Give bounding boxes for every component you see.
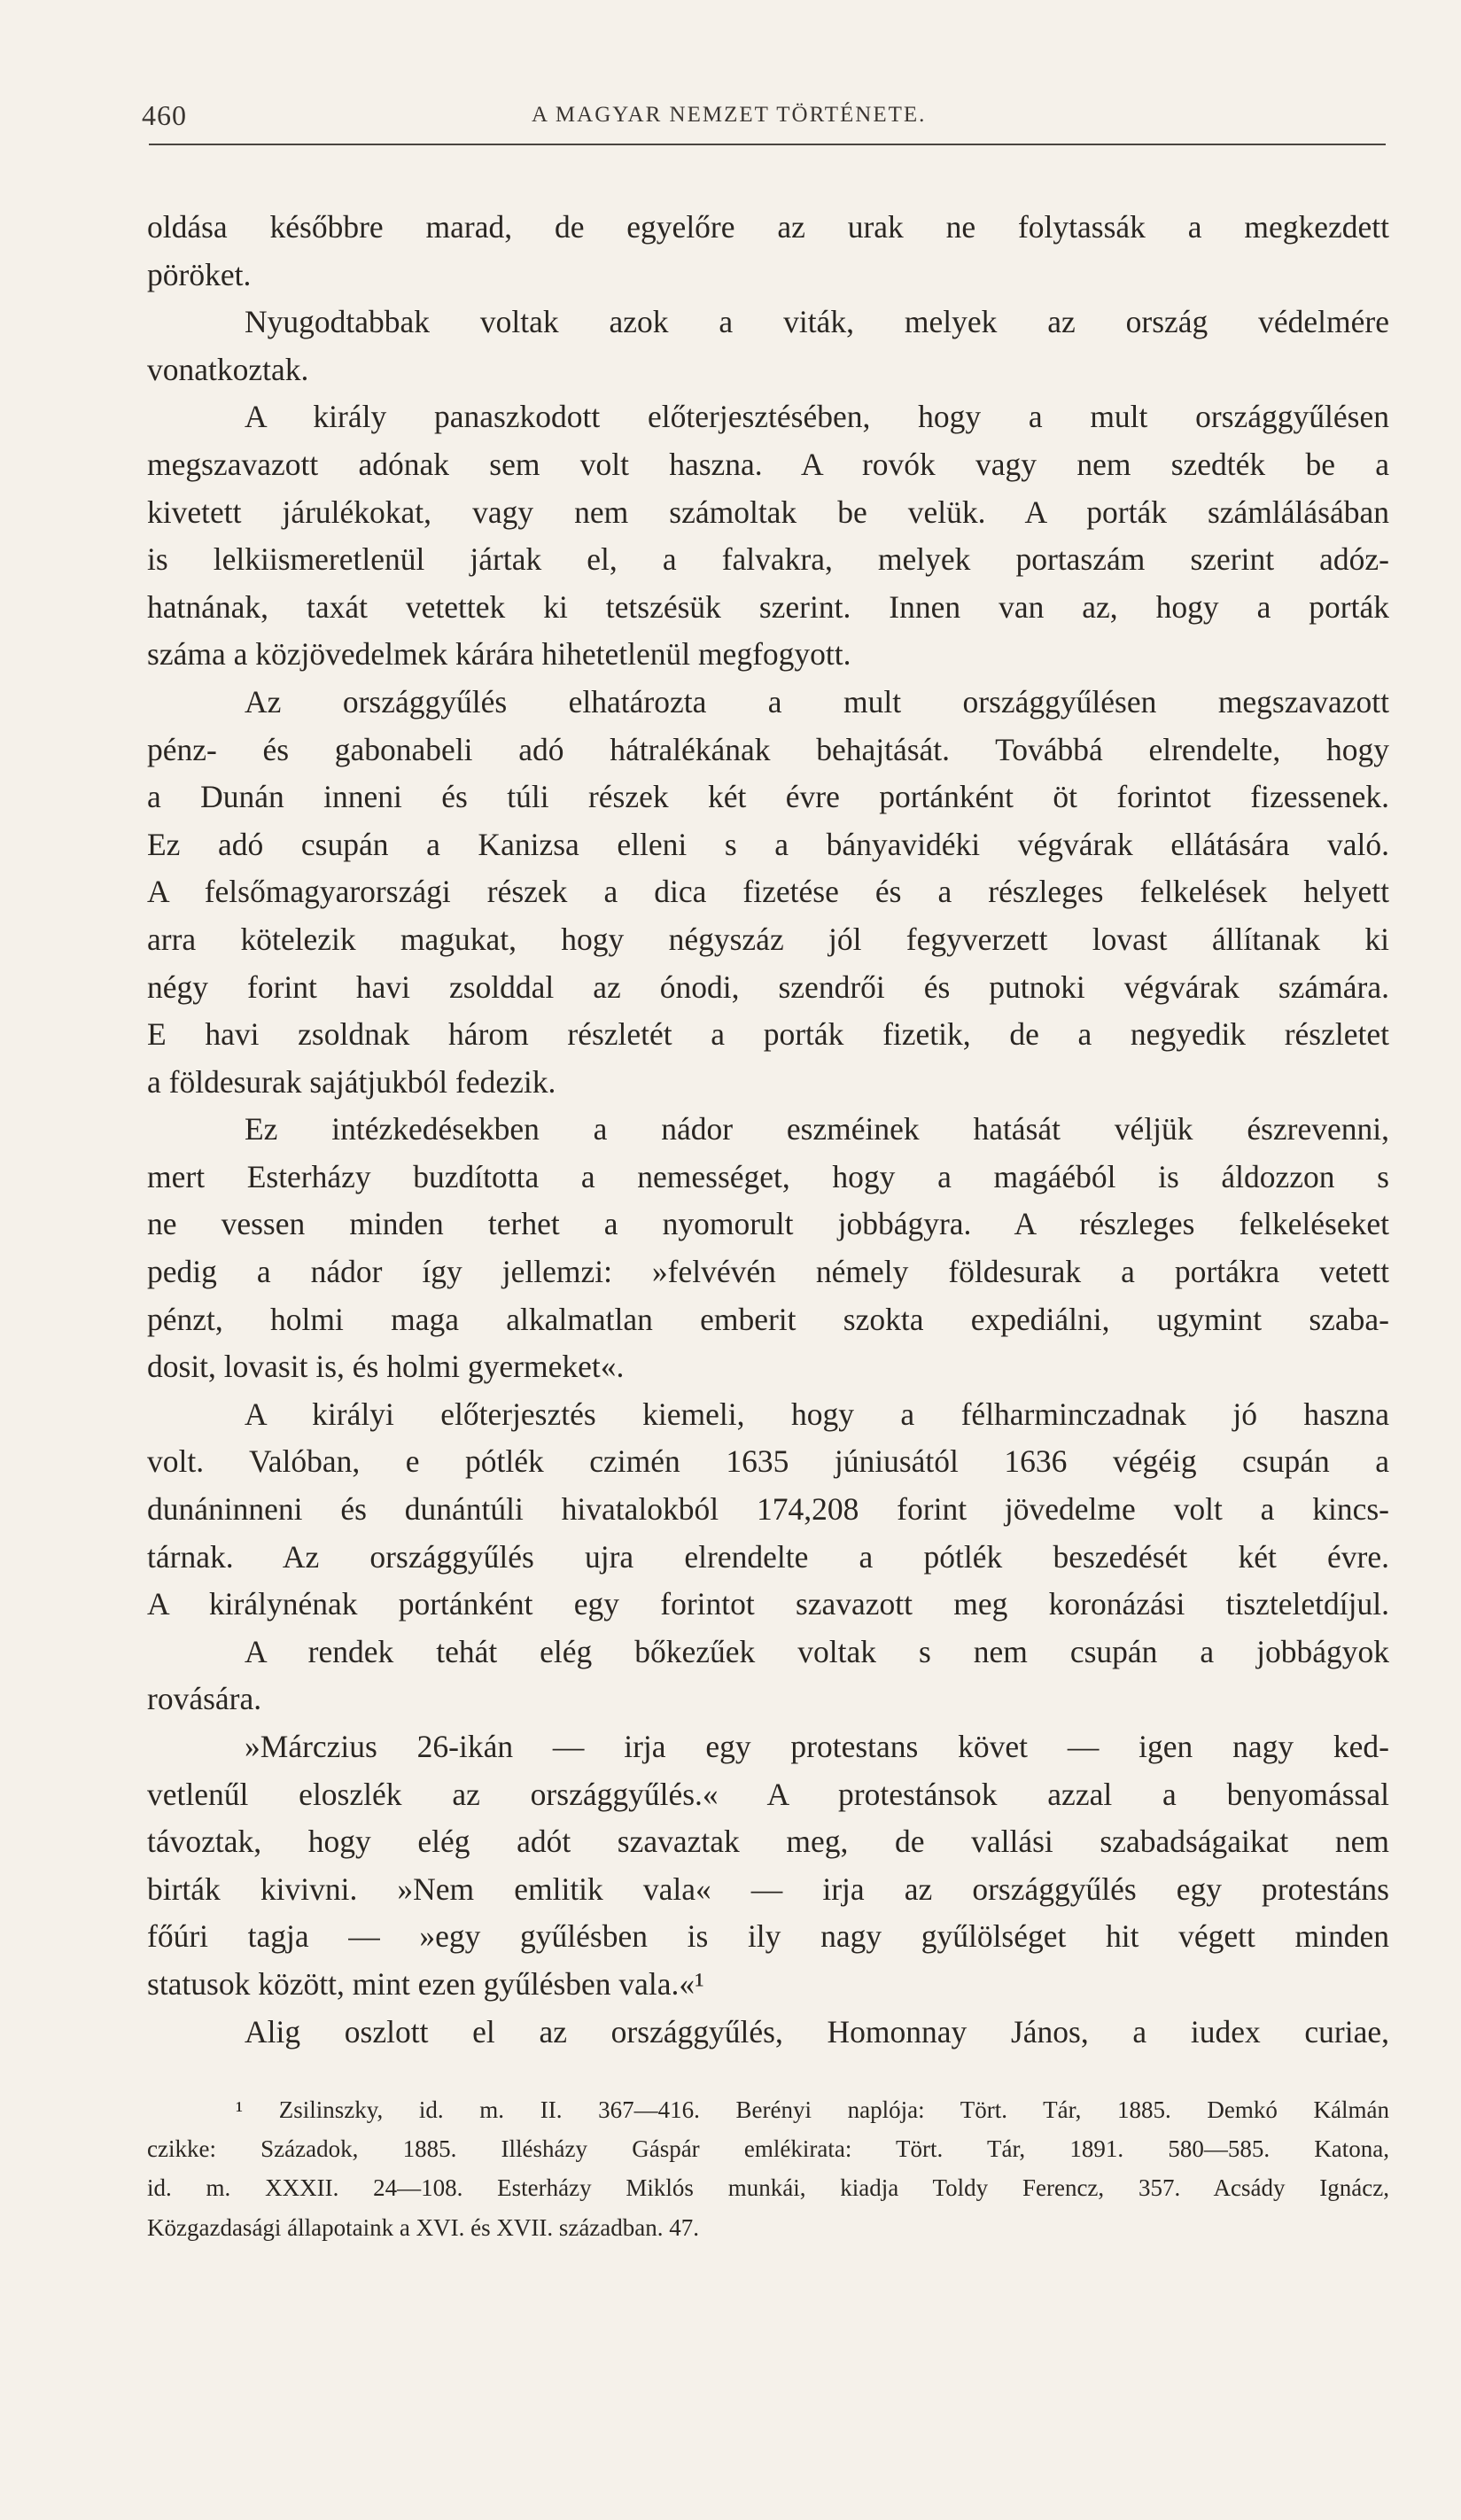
text-line: pöröket.	[147, 256, 252, 292]
text-line: pedig a nádor így jellemzi: »felvévén némely földesurak a portákra vetett	[147, 1254, 1389, 1290]
text-line: tárnak. Az országgyűlés ujra elrendelte a pótlék beszedését két évre.	[147, 1538, 1389, 1575]
text-line: arra kötelezik magukat, hogy négyszáz jól fegyverzett lovast állítanak ki	[147, 921, 1389, 957]
text-line: volt. Valóban, e pótlék czimén 1635 júniusától 1636 végéig csupán a	[147, 1443, 1389, 1480]
running-head: A MAGYAR NEMZET TÖRTÉNETE.	[532, 103, 927, 127]
text-line: Ez adó csupán a Kanizsa elleni s a bányavidéki végvárak ellátására való.	[147, 826, 1389, 862]
text-line: oldása későbbre marad, de egyelőre az urak ne folytassák a megkezdett	[147, 209, 1389, 245]
text-line: dunáninneni és dunántúli hivatalokból 174,208 forint jövedelme volt a kincs-	[147, 1491, 1389, 1528]
text-line: dosit, lovasit is, és holmi gyermeket«.	[147, 1349, 625, 1385]
header-rule	[149, 144, 1386, 145]
text-line: Az országgyűlés elhatározta a mult országgyűlésen megszavazott	[245, 683, 1389, 719]
text-line: rovására.	[147, 1681, 262, 1717]
text-line: a földesurak sajátjukból fedezik.	[147, 1063, 556, 1100]
text-line: főúri tagja — »egy gyűlésben is ily nagy gyűlölséget hit végett minden	[147, 1918, 1389, 1955]
text-line: hatnának, taxát vetettek ki tetszésük szerint. Innen van az, hogy a porták	[147, 588, 1389, 625]
text-line: birták kivivni. »Nem emlitik vala« — irja az országgyűlés egy protestáns	[147, 1871, 1389, 1907]
footnote-line: ¹ Zsilinszky, id. m. II. 367—416. Berényi naplója: Tört. Tár, 1885. Demkó Kálmán	[236, 2096, 1389, 2123]
text-line: a Dunán inneni és túli részek két évre portánként öt forintot fizessenek.	[147, 779, 1389, 815]
footnote-line: id. m. XXXII. 24—108. Esterházy Miklós munkái, kiadja Toldy Ferencz, 357. Acsády Ignácz,	[147, 2174, 1389, 2202]
text-line: kivetett járulékokat, vagy nem számoltak be velük. A porták számlálásában	[147, 494, 1389, 530]
text-line: Ez intézkedésekben a nádor eszméinek hatását véljük észrevenni,	[245, 1111, 1389, 1147]
page-header	[142, 99, 1388, 140]
text-line: pénz- és gabonabeli adó hátralékának behajtását. Továbbá elrendelte, hogy	[147, 731, 1389, 767]
footnote-line: Közgazdasági állapotaink a XVI. és XVII. században. 47.	[147, 2213, 700, 2241]
text-line: A felsőmagyarországi részek a dica fizetése és a részleges felkelések helyett	[147, 874, 1389, 910]
text-line: A királynénak portánként egy forintot szavazott meg koronázási tiszteletdíjul.	[147, 1586, 1389, 1622]
text-line: A rendek tehát elég bőkezűek voltak s nem csupán a jobbágyok	[245, 1633, 1389, 1669]
text-line: statusok között, mint ezen gyűlésben vala.«¹	[147, 1965, 704, 2002]
text-line: Alig oszlott el az országgyűlés, Homonnay János, a iudex curiae,	[245, 2013, 1389, 2049]
text-line: »Márczius 26-ikán — irja egy protestans követ — igen nagy ked-	[245, 1729, 1389, 1764]
text-line: E havi zsoldnak három részletét a porták fizetik, de a negyedik részletet	[147, 1016, 1389, 1053]
footnote-line: czikke: Századok, 1885. Illésházy Gáspár emlékirata: Tört. Tár, 1891. 580—585. Katona,	[147, 2135, 1389, 2163]
text-line: távoztak, hogy elég adót szavaztak meg, de vallási szabadságaikat nem	[147, 1824, 1389, 1860]
text-line: A király panaszkodott előterjesztésében, hogy a mult országgyűlésen	[245, 399, 1389, 435]
text-line: négy forint havi zsolddal az ónodi, szendrői és putnoki végvárak számára.	[147, 968, 1389, 1005]
text-line: A királyi előterjesztés kiemeli, hogy a félharminczadnak jó haszna	[245, 1396, 1389, 1432]
text-line: vetlenűl eloszlék az országgyűlés.« A protestánsok azzal a benyomással	[147, 1776, 1389, 1812]
text-line: vonatkoztak.	[147, 351, 309, 387]
text-line: megszavazott adónak sem volt haszna. A rovók vagy nem szedték be a	[147, 446, 1389, 482]
footnotes	[147, 2090, 1389, 2247]
page-number: 460	[142, 99, 187, 131]
body-text	[147, 204, 1389, 2056]
text-line: Nyugodtabbak voltak azok a viták, melyek az ország védelmére	[245, 304, 1389, 340]
text-line: is lelkiismeretlenül jártak el, a falvakra, melyek portaszám szerint adóz-	[147, 541, 1389, 578]
text-line: mert Esterházy buzdította a nemességet, hogy a magáéból is áldozzon s	[147, 1158, 1389, 1194]
text-line: pénzt, holmi maga alkalmatlan emberit szokta expediálni, ugymint szaba-	[147, 1301, 1389, 1337]
text-line: száma a közjövedelmek kárára hihetetlenül megfogyott.	[147, 636, 851, 673]
text-line: ne vessen minden terhet a nyomorult jobbágyra. A részleges felkeléseket	[147, 1206, 1389, 1242]
